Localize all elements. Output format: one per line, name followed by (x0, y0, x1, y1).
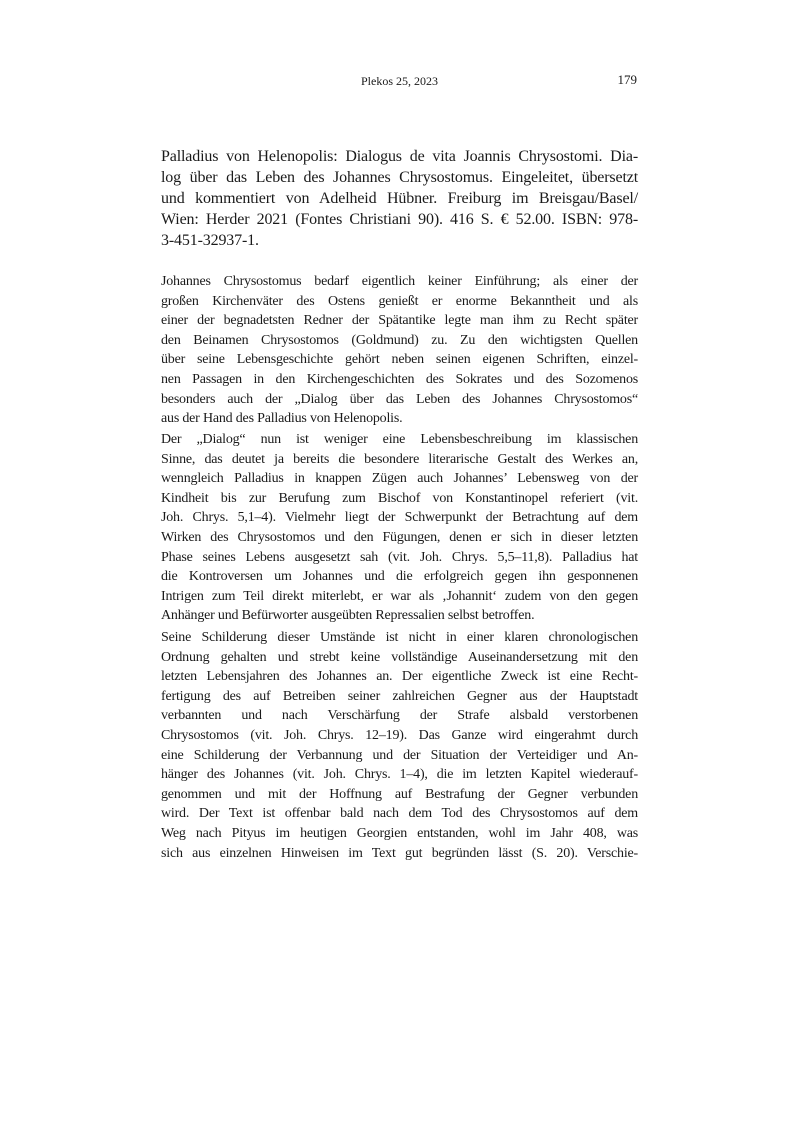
paragraph-2 (161, 430, 638, 626)
text-line: Chrysostomos (vit. Joh. Chrys. 12–19). Das Ganze wird eingerahmt durch (161, 727, 638, 743)
text-line: die Kontroversen um Johannes und die erfolgreich gegen ihn gesponnenen (161, 569, 638, 585)
text-line: wenngleich Palladius in knappen Zügen auch Johannes’ Lebensweg von der (161, 471, 638, 487)
text-line: hänger des Johannes (vit. Joh. Chrys. 1–4), die im letzten Kapitel wiederauf- (161, 767, 638, 783)
text-line: Seine Schilderung dieser Umstände ist nicht in einer klaren chronologischen (161, 630, 638, 645)
running-header-journal: Plekos 25, 2023 (360, 74, 438, 88)
text-line: Kindheit bis zur Berufung zum Bischof von Konstantinopel referiert (vit. (161, 490, 638, 506)
text-line: großen Kirchenväter des Ostens genießt er enorme Bekanntheit und als (161, 293, 638, 309)
text-line: letzten Lebensjahren des Johannes an. Der eigentliche Zweck ist eine Recht- (161, 669, 638, 685)
text-line: über seine Lebensgeschichte gehört neben seinen eigenen Schriften, einzel- (161, 352, 638, 368)
text-line: eine Schilderung der Verbannung und der Situation der Verteidiger und An- (161, 747, 638, 763)
text-line: wird. Der Text ist offenbar bald nach dem Tod des Chrysostomos auf dem (161, 806, 638, 822)
text-line: fertigung des auf Betreiben seiner zahlreichen Gegner aus der Hauptstadt (161, 688, 638, 704)
text-line: besonders auch der „Dialog über das Leben des Johannes Chrysostomos“ (161, 391, 638, 407)
citation-line: 3-451-32937-1. (161, 232, 259, 249)
page-number: 179 (617, 72, 637, 87)
text-line: nen Passagen in den Kirchengeschichten des Sokrates und des Sozomenos (161, 371, 638, 387)
text-line: sich aus einzelnen Hinweisen im Text gut begründen lässt (S. 20). Verschie- (161, 845, 638, 861)
text-line: Weg nach Pityus im heutigen Georgien entstanden, wohl im Jahr 408, was (161, 825, 638, 841)
text-line: Ordnung gehalten und strebt keine vollständige Auseinandersetzung mit den (161, 649, 638, 665)
book-citation (161, 146, 638, 251)
text-line: Phase seines Lebens ausgesetzt sah (vit. Joh. Chrys. 5,5–11,8). Palladius hat (161, 549, 638, 565)
text-line: Johannes Chrysostomus bedarf eigentlich keiner Einführung; als einer der (161, 274, 638, 289)
text-line: aus der Hand des Palladius von Helenopolis. (161, 411, 403, 427)
citation-line: log über das Leben des Johannes Chrysostomus. Eingeleitet, übersetzt (161, 169, 638, 186)
citation-line: Palladius von Helenopolis: Dialogus de vita Joannis Chrysostomi. Dia- (161, 148, 638, 165)
text-line: verbannten und nach Verschärfung der Strafe alsbald verstorbenen (161, 708, 638, 724)
text-line: Anhänger und Befürworter ausgeübten Repressalien selbst betroffen. (161, 608, 535, 624)
citation-line: und kommentiert von Adelheid Hübner. Freiburg im Breisgau/Basel/ (161, 190, 638, 207)
text-line: Sinne, das deutet ja bereits die besondere literarische Gestalt des Werkes an, (161, 451, 638, 467)
text-line: Joh. Chrys. 5,1–4). Vielmehr liegt der Schwerpunkt der Betrachtung auf dem (161, 510, 638, 526)
text-line: einer der begnadetsten Redner der Spätantike legte man ihm zu Recht später (161, 313, 638, 329)
text-line: Wirken des Chrysostomos und den Fügungen, denen er sich in dieser letzten (161, 529, 638, 545)
citation-line: Wien: Herder 2021 (Fontes Christiani 90). 416 S. € 52.00. ISBN: 978- (161, 211, 638, 228)
text-line: genommen und mit der Hoffnung auf Bestrafung der Gegner verbunden (161, 786, 638, 802)
paragraph-3 (161, 628, 638, 863)
text-line: Intrigen zum Teil direkt miterlebt, er war als ‚Johannit‘ zudem von den gegen (161, 588, 638, 604)
text-line: den Beinamen Chrysostomos (Goldmund) zu. Zu den wichtigsten Quellen (161, 332, 638, 348)
paragraph-1 (161, 272, 638, 429)
text-line: Der „Dialog“ nun ist weniger eine Lebensbeschreibung im klassischen (161, 432, 638, 447)
